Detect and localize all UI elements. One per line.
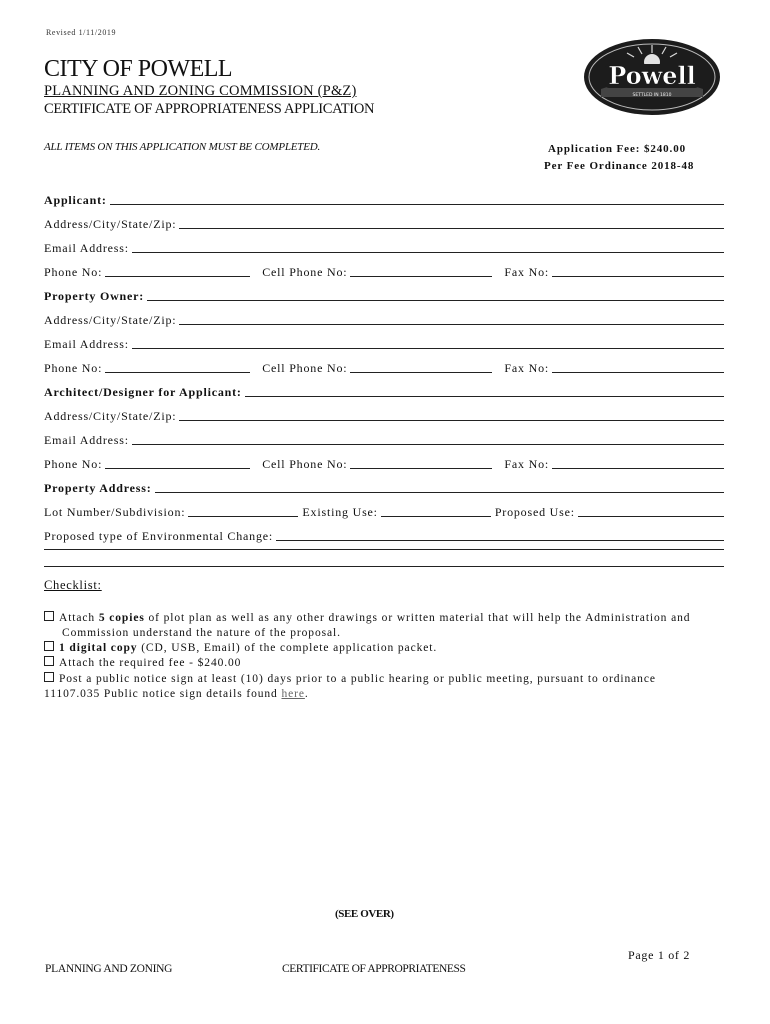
env-change-line-3[interactable] [44, 566, 724, 567]
proposed-use-label: Proposed Use: [494, 505, 575, 519]
email-label: Email Address: [44, 433, 129, 447]
checklist-item-fee: Attach the required fee - $240.00 [44, 656, 724, 671]
property-address-label: Property Address: [44, 481, 152, 495]
checklist-item-copies-cont: Commission understand the nature of the proposal. [62, 627, 341, 639]
checkbox[interactable] [44, 641, 54, 651]
checklist-title: Checklist: [44, 578, 102, 592]
owner-field[interactable] [147, 300, 724, 301]
phone-label: Phone No: [44, 361, 103, 375]
checkbox[interactable] [44, 611, 54, 621]
lot-use-row [44, 503, 724, 520]
owner-label: Property Owner: [44, 289, 145, 303]
cell-label: Cell Phone No: [262, 361, 348, 375]
fax-label: Fax No: [504, 265, 550, 279]
owner-email-row [44, 335, 724, 352]
sign-details-link[interactable]: here [281, 688, 305, 700]
architect-address-row [44, 407, 724, 424]
phone-label: Phone No: [44, 265, 103, 279]
property-address-field[interactable] [155, 492, 725, 493]
fax-label: Fax No: [504, 361, 550, 375]
applicant-phone-row [44, 263, 724, 280]
checklist-item-copies: Attach 5 copies of plot plan as well as any other drawings or written material that will help the Administration and [44, 611, 724, 626]
applicant-address-row [44, 215, 724, 232]
checklist-item-sign: Post a public notice sign at least (10) days prior to a public hearing or public meeting, pursuant to ordinance [44, 672, 724, 687]
see-over-note: (SEE OVER) [335, 908, 394, 920]
owner-row [44, 287, 724, 304]
existing-use-label: Existing Use: [302, 505, 378, 519]
lot-label: Lot Number/Subdivision: [44, 505, 186, 519]
applicant-label: Applicant: [44, 193, 107, 207]
applicant-fax-field[interactable] [552, 276, 724, 277]
architect-label: Architect/Designer for Applicant: [44, 385, 242, 399]
architect-cell-field[interactable] [350, 468, 492, 469]
completion-notice: ALL ITEMS ON THIS APPLICATION MUST BE COMPLETED. [44, 141, 321, 153]
footer-center: CERTIFICATE OF APPROPRIATENESS [282, 963, 466, 975]
email-label: Email Address: [44, 337, 129, 351]
phone-label: Phone No: [44, 457, 103, 471]
svg-text:SETTLED IN 1810: SETTLED IN 1810 [632, 93, 672, 98]
lot-field[interactable] [188, 516, 298, 517]
architect-phone-field[interactable] [105, 468, 250, 469]
cell-label: Cell Phone No: [262, 265, 348, 279]
architect-email-row [44, 431, 724, 448]
cell-label: Cell Phone No: [262, 457, 348, 471]
form-title: CERTIFICATE OF APPROPRIATENESS APPLICATION [44, 101, 375, 117]
applicant-phone-field[interactable] [105, 276, 250, 277]
applicant-field[interactable] [110, 204, 724, 205]
applicant-cell-field[interactable] [350, 276, 492, 277]
owner-cell-field[interactable] [350, 372, 492, 373]
fax-label: Fax No: [504, 457, 550, 471]
checklist-item-digital: 1 digital copy (CD, USB, Email) of the complete application packet. [44, 641, 724, 656]
checkbox[interactable] [44, 656, 54, 666]
env-change-label: Proposed type of Environmental Change: [44, 529, 274, 543]
architect-email-field[interactable] [132, 444, 724, 445]
owner-address-field[interactable] [179, 324, 724, 325]
env-change-row [44, 527, 724, 544]
footer-left: PLANNING AND ZONING [45, 963, 173, 975]
owner-address-row [44, 311, 724, 328]
address-label: Address/City/State/Zip: [44, 409, 177, 423]
powell-logo [583, 37, 721, 117]
owner-phone-row [44, 359, 724, 376]
applicant-email-field[interactable] [132, 252, 724, 253]
architect-row [44, 383, 724, 400]
owner-phone-field[interactable] [105, 372, 250, 373]
page-title: CITY OF POWELL [44, 56, 233, 82]
email-label: Email Address: [44, 241, 129, 255]
page-number: Page 1 of 2 [628, 948, 691, 962]
owner-email-field[interactable] [132, 348, 724, 349]
fee-ordinance: Per Fee Ordinance 2018-48 [544, 160, 695, 172]
applicant-address-field[interactable] [179, 228, 724, 229]
architect-field[interactable] [245, 396, 724, 397]
owner-fax-field[interactable] [552, 372, 724, 373]
proposed-use-field[interactable] [578, 516, 724, 517]
checklist-item-sign-cont: 11107.035 Public notice sign details found here. [44, 688, 309, 700]
commission-name: PLANNING AND ZONING COMMISSION (P&Z) [44, 83, 357, 99]
address-label: Address/City/State/Zip: [44, 313, 177, 327]
env-change-field[interactable] [276, 540, 724, 541]
checkbox[interactable] [44, 672, 54, 682]
application-fee: Application Fee: $240.00 [548, 143, 687, 155]
address-label: Address/City/State/Zip: [44, 217, 177, 231]
applicant-email-row [44, 239, 724, 256]
property-address-row [44, 479, 724, 496]
architect-fax-field[interactable] [552, 468, 724, 469]
env-change-line-2[interactable] [44, 549, 724, 550]
architect-phone-row [44, 455, 724, 472]
applicant-row [44, 191, 724, 208]
svg-text:Powell: Powell [608, 61, 696, 90]
architect-address-field[interactable] [179, 420, 724, 421]
revised-date: Revised 1/11/2019 [46, 28, 117, 37]
existing-use-field[interactable] [381, 516, 491, 517]
